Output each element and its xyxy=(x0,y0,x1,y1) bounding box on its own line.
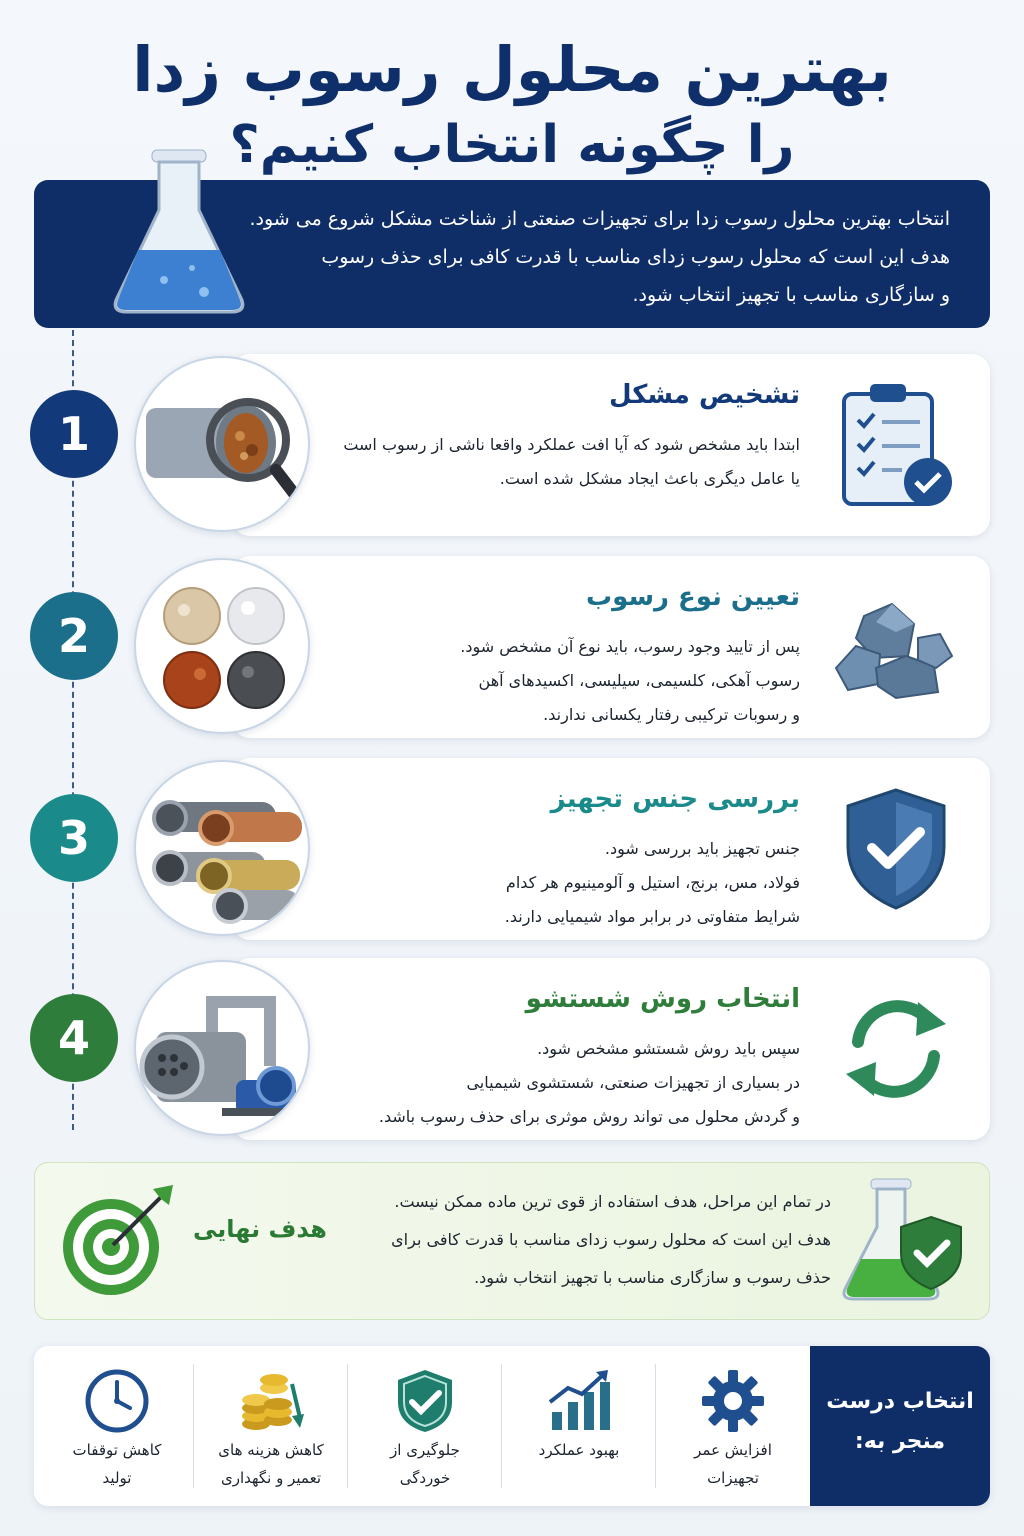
goal-title: هدف نهایی xyxy=(193,1215,327,1243)
benefit-equipment-life xyxy=(656,1346,810,1506)
step-line: در بسیاری از تجهیزات صنعتی، شستشوی شیمیایی xyxy=(466,1073,800,1092)
step-line: یا عامل دیگری باعث ایجاد مشکل شده است. xyxy=(499,469,800,488)
step-number-1: 1 xyxy=(30,390,118,478)
benefit-downtime xyxy=(40,1346,194,1506)
step-line: و گردش محلول می تواند روش موثری برای حذف رسوب باشد. xyxy=(378,1107,800,1126)
benefits-heading-line: منجر به: xyxy=(854,1429,946,1454)
step-number-2: 2 xyxy=(30,592,118,680)
intro-line: هدف این است که محلول رسوب زدای مناسب با قدرت کافی برای حذف رسوب xyxy=(321,246,950,268)
heat-exchanger-pump-illustration xyxy=(134,960,310,1136)
step-line: شرایط متفاوتی در برابر مواد شیمیایی دارند. xyxy=(504,907,800,926)
benefit-label-line: کاهش هزینه های xyxy=(218,1441,324,1459)
step-card-2 xyxy=(232,556,990,738)
benefit-label xyxy=(656,1436,810,1492)
step-title: تعیین نوع رسوب xyxy=(586,582,800,612)
benefits-strip xyxy=(34,1346,990,1506)
metal-pipes-illustration xyxy=(134,760,310,936)
growth-chart-icon xyxy=(546,1368,612,1434)
title-line-1: بهترین محلول رسوب زدا xyxy=(132,33,892,106)
step-title: انتخاب روش شستشو xyxy=(525,984,800,1014)
shield-check-icon xyxy=(836,784,956,914)
step-line: ابتدا باید مشخص شود که آیا افت عملکرد واقعا ناشی از رسوب است xyxy=(343,435,800,454)
benefits-heading xyxy=(810,1346,990,1506)
clipboard-check-icon xyxy=(836,380,956,510)
coins-down-icon xyxy=(238,1368,304,1434)
intro-line: انتخاب بهترین محلول رسوب زدا برای تجهیزات صنعتی از شناخت مشکل شروع می شود. xyxy=(249,208,950,230)
benefits-heading-line: انتخاب درست xyxy=(826,1389,974,1414)
final-goal-panel xyxy=(34,1162,990,1320)
benefit-label-line: خوردگی xyxy=(399,1469,451,1487)
benefit-performance xyxy=(502,1346,656,1506)
step-number-4: 4 xyxy=(30,994,118,1082)
step-card-3 xyxy=(232,758,990,940)
step-card-1 xyxy=(232,354,990,536)
goal-text xyxy=(391,1183,831,1297)
shield-check-icon xyxy=(392,1368,458,1434)
benefit-label xyxy=(194,1436,348,1492)
step-line: پس از تایید وجود رسوب، باید نوع آن مشخص شود. xyxy=(460,637,800,656)
benefit-label-line: تولید xyxy=(102,1469,132,1487)
benefit-label-line: بهبود عملکرد xyxy=(538,1441,620,1459)
goal-line: در تمام این مراحل، هدف استفاده از قوی ترین ماده ممکن نیست. xyxy=(394,1192,831,1211)
benefit-label-line: جلوگیری از xyxy=(390,1441,460,1459)
step-text xyxy=(343,428,800,496)
benefit-label-line: افزایش عمر xyxy=(694,1441,772,1459)
step-line: سپس باید روش شستشو مشخص شود. xyxy=(537,1039,800,1058)
pipe-magnifier-illustration xyxy=(134,356,310,532)
goal-line: هدف این است که محلول رسوب زدای مناسب با قدرت کافی برای xyxy=(391,1230,831,1249)
step-card-4 xyxy=(232,958,990,1140)
target-icon xyxy=(57,1181,177,1301)
step-line: رسوب آهکی، کلسیمی، سیلیسی، اکسیدهای آهن xyxy=(478,671,800,690)
intro-line: و سازگاری مناسب با تجهیز انتخاب شود. xyxy=(632,284,950,306)
step-number-3: 3 xyxy=(30,794,118,882)
step-text xyxy=(460,630,800,732)
step-line: فولاد، مس، برنج، استیل و آلومینیوم هر کدام xyxy=(505,873,800,892)
goal-line: حذف رسوب و سازگاری مناسب با تجهیز انتخاب شود. xyxy=(474,1268,831,1287)
benefit-maintenance-cost xyxy=(194,1346,348,1506)
benefit-corrosion xyxy=(348,1346,502,1506)
benefit-label xyxy=(502,1436,656,1464)
step-text xyxy=(379,1032,800,1134)
refresh-arrows-icon xyxy=(836,984,956,1114)
step-title: بررسی جنس تجهیز xyxy=(550,784,800,814)
benefit-label xyxy=(40,1436,194,1492)
clock-icon xyxy=(84,1368,150,1434)
rocks-icon xyxy=(826,582,956,712)
benefit-label-line: تعمیر و نگهداری xyxy=(220,1469,322,1487)
step-text xyxy=(505,832,800,934)
green-flask-shield-icon xyxy=(831,1171,971,1311)
step-line: و رسوبات ترکیبی رفتار یکسانی ندارند. xyxy=(543,705,800,724)
title-line-2: را چگونه انتخاب کنیم؟ xyxy=(229,115,795,175)
scale-samples-illustration xyxy=(134,558,310,734)
benefit-label-line: کاهش توقفات xyxy=(72,1441,162,1459)
gear-icon xyxy=(700,1368,766,1434)
benefit-label xyxy=(348,1436,502,1492)
benefit-label-line: تجهیزات xyxy=(707,1469,759,1487)
step-title: تشخیص مشکل xyxy=(609,380,800,410)
step-line: جنس تجهیز باید بررسی شود. xyxy=(604,839,800,858)
flask-icon xyxy=(104,140,254,320)
